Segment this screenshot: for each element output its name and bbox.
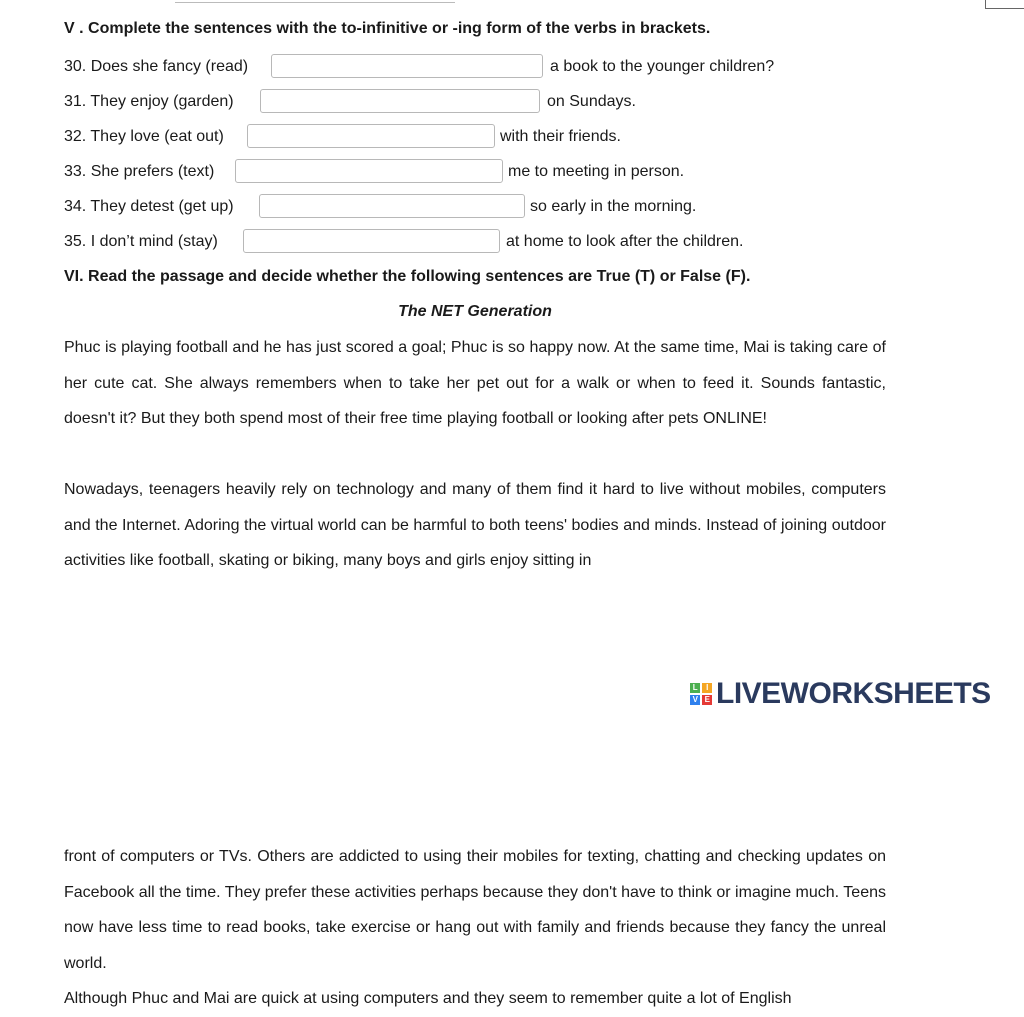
question-30-prefix: 30. Does she fancy (read)	[64, 58, 249, 75]
answer-input-31[interactable]	[260, 89, 540, 113]
page-corner	[985, 0, 1024, 9]
passage-paragraph-2: Nowadays, teenagers heavily rely on technology and many of them find it hard to live without mobiles, computers and the Internet. Adoring the virtual world can be harmful to both teens' bodies and minds. Instead of joining outdoor activities like football, skating or biking, many boys and girls enjoy sitting in	[64, 481, 886, 569]
passage-title: The NET Generation	[398, 303, 552, 320]
question-34-suffix: so early in the morning.	[530, 198, 697, 215]
answer-input-32[interactable]	[247, 124, 495, 148]
question-32-suffix: with their friends.	[500, 128, 621, 145]
section-v-heading: V . Complete the sentences with the to-infinitive or -ing form of the verbs in brackets.	[64, 20, 711, 37]
question-35-suffix: at home to look after the children.	[506, 233, 744, 250]
question-32-prefix: 32. They love (eat out)	[64, 128, 224, 145]
question-31-suffix: on Sundays.	[547, 93, 636, 110]
logo-tile-e: E	[702, 695, 712, 705]
previous-answer-line	[175, 2, 455, 3]
question-30-suffix: a book to the younger children?	[550, 58, 775, 75]
question-34-prefix: 34. They detest (get up)	[64, 198, 234, 215]
passage-paragraph-4: Although Phuc and Mai are quick at using computers and they seem to remember quite a lot of English	[64, 990, 792, 1007]
logo-tile-l: L	[690, 683, 700, 693]
liveworksheets-logo-icon	[690, 683, 712, 705]
page-top-edge	[0, 0, 1024, 6]
liveworksheets-logo	[690, 677, 991, 711]
answer-input-30[interactable]	[271, 54, 543, 78]
answer-input-35[interactable]	[243, 229, 500, 253]
liveworksheets-logo-text: LIVEWORKSHEETS	[716, 677, 991, 710]
passage-paragraph-3: front of computers or TVs. Others are addicted to using their mobiles for texting, chatting and checking updates on Facebook all the time. They prefer these activities perhaps because they don't have to think or imagine much. Teens now have less time to read books, take exercise or hang out with family and friends because they fancy the unreal world.	[64, 848, 886, 972]
logo-tile-v: V	[690, 695, 700, 705]
section-vi-heading: VI. Read the passage and decide whether the following sentences are True (T) or False (F).	[64, 268, 751, 285]
question-33-suffix: me to meeting in person.	[508, 163, 685, 180]
answer-input-34[interactable]	[259, 194, 525, 218]
question-31-prefix: 31. They enjoy (garden)	[64, 93, 234, 110]
answer-input-33[interactable]	[235, 159, 503, 183]
question-35-prefix: 35. I don’t mind (stay)	[64, 233, 218, 250]
logo-tile-i: I	[702, 683, 712, 693]
passage-paragraph-1: Phuc is playing football and he has just scored a goal; Phuc is so happy now. At the same time, Mai is taking care of her cute cat. She always remembers when to take her pet out for a walk or when to feed it. Sounds fantastic, doesn't it? But they both spend most of their free time playing football or looking after pets ONLINE!	[64, 339, 886, 427]
question-33-prefix: 33. She prefers (text)	[64, 163, 215, 180]
